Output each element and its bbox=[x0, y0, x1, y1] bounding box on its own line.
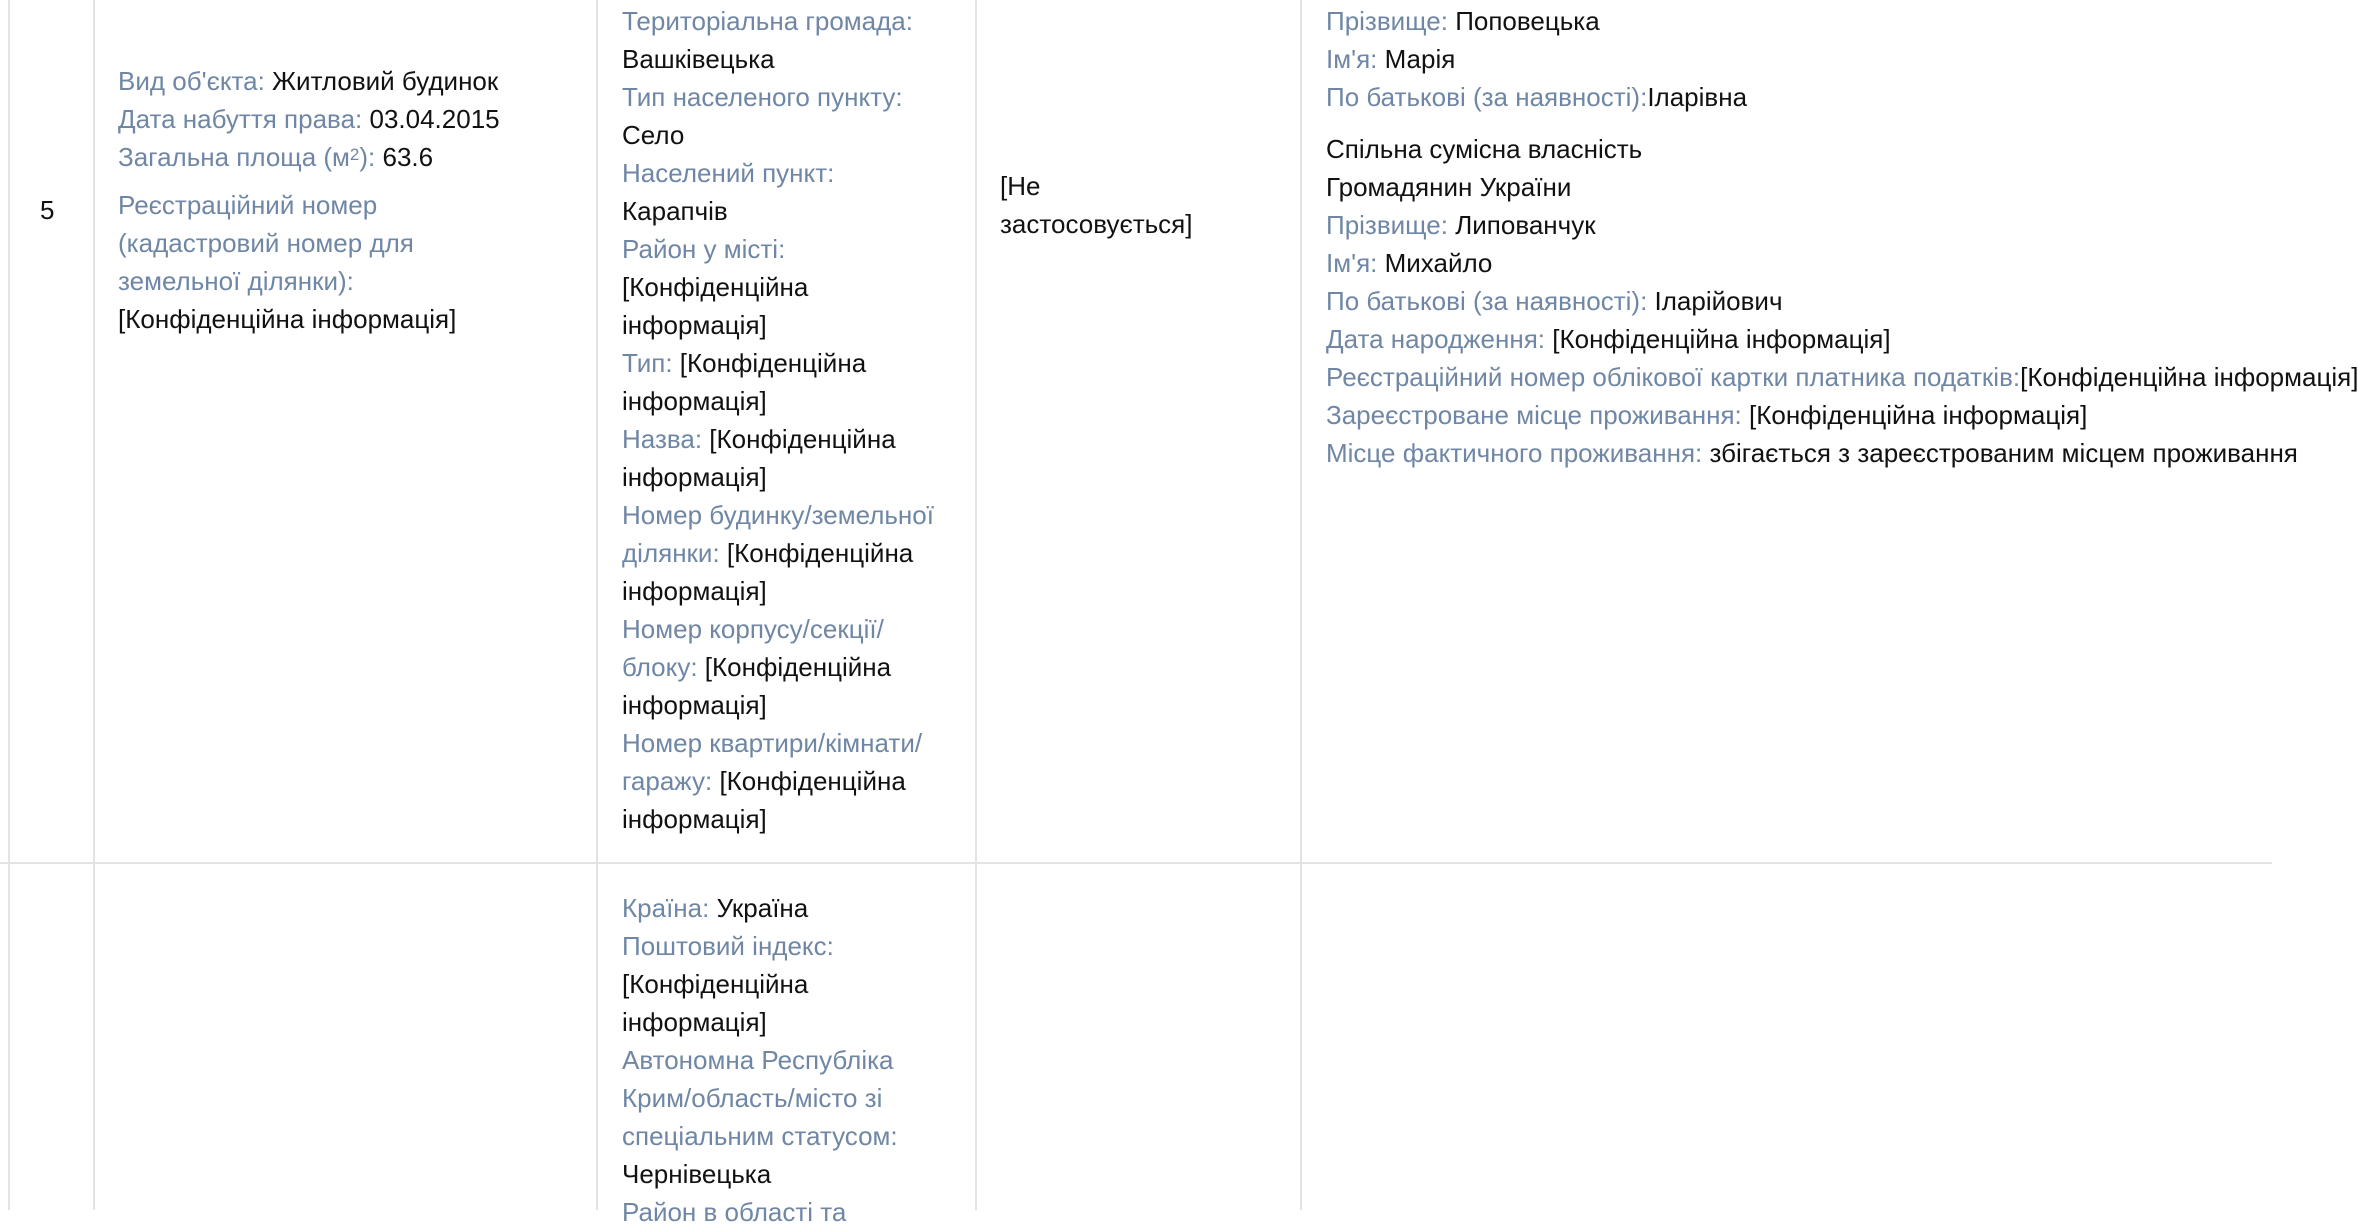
owner2-patronymic-value: Іларійович bbox=[1654, 286, 1783, 316]
street-type-value-1: [Конфіденційна bbox=[679, 348, 867, 378]
settlement-type-value: Село bbox=[622, 120, 685, 150]
owner2-birthdate-label: Дата народження: bbox=[1326, 324, 1553, 354]
city-district-value-1: [Конфіденційна bbox=[622, 272, 809, 302]
apartment-number-label-2: гаражу: bbox=[622, 766, 720, 796]
registration-number-value: [Конфіденційна інформація] bbox=[118, 304, 457, 334]
house-number-value-1: [Конфіденційна bbox=[726, 538, 914, 568]
region-value: Чернівецька bbox=[622, 1159, 772, 1189]
column-divider bbox=[93, 0, 95, 1210]
address-cell-row2 bbox=[622, 889, 972, 1231]
row-divider bbox=[0, 862, 2272, 864]
row-number-value: 5 bbox=[40, 195, 55, 225]
note-line-1: [Не bbox=[1000, 171, 1041, 201]
column-divider bbox=[975, 0, 977, 1210]
object-type-value: Житловий будинок bbox=[272, 66, 499, 96]
community-label: Територіальна громада: bbox=[622, 6, 913, 36]
column-divider bbox=[596, 0, 598, 1210]
owner2-tax-number-value: [Конфіденційна інформація] bbox=[2020, 362, 2358, 392]
house-number-label-1: Номер будинку/земельної bbox=[622, 500, 934, 530]
street-name-label: Назва: bbox=[622, 424, 710, 454]
street-name-value-2: інформація] bbox=[622, 462, 767, 492]
acquisition-date-label: Дата набуття права: bbox=[118, 104, 370, 134]
owners-cell bbox=[1326, 2, 2358, 472]
owner1-name-value: Марія bbox=[1384, 44, 1456, 74]
apartment-number-label-1: Номер квартири/кімнати/ bbox=[622, 728, 923, 758]
postal-code-value-1: [Конфіденційна bbox=[622, 969, 809, 999]
apartment-number-value-2: інформація] bbox=[622, 804, 767, 834]
registration-number-label-1: Реєстраційний номер bbox=[118, 190, 378, 220]
note-cell bbox=[1000, 167, 1290, 243]
total-area-label: Загальна площа $(м^2)$: bbox=[118, 142, 383, 172]
note-line-2: застосовується] bbox=[1000, 209, 1193, 239]
street-type-value-2: інформація] bbox=[622, 386, 767, 416]
owner2-surname-value: Липованчук bbox=[1455, 210, 1596, 240]
owner2-registered-residence-label: Зареєстроване місце проживання: bbox=[1326, 400, 1749, 430]
settlement-type-label: Тип населеного пункту: bbox=[622, 82, 903, 112]
settlement-label: Населений пункт: bbox=[622, 158, 835, 188]
community-value: Вашківецька bbox=[622, 44, 775, 74]
block-number-label-2: блоку: bbox=[622, 652, 705, 682]
owner2-birthdate-value: [Конфіденційна інформація] bbox=[1552, 324, 1891, 354]
house-number-value-2: інформація] bbox=[622, 576, 767, 606]
column-divider bbox=[1300, 0, 1302, 1210]
postal-code-label: Поштовий індекс: bbox=[622, 931, 834, 961]
region-district-label: Район в області та bbox=[622, 1197, 847, 1227]
owner2-actual-residence-value: збігається з зареєстрованим місцем проживання bbox=[1709, 438, 2298, 468]
acquisition-date-value: 03.04.2015 bbox=[369, 104, 500, 134]
owner2-actual-residence-label: Місце фактичного проживання: bbox=[1326, 438, 1710, 468]
block-number-value-1: [Конфіденційна bbox=[704, 652, 892, 682]
owner1-surname-value: Поповецька bbox=[1455, 6, 1600, 36]
owner1-patronymic-label: По батькові (за наявності): bbox=[1326, 82, 1648, 112]
settlement-value: Карапчів bbox=[622, 196, 728, 226]
country-value: Україна bbox=[716, 893, 809, 923]
total-area-value: 63.6 bbox=[382, 142, 434, 172]
object-info-cell bbox=[118, 62, 588, 338]
block-number-value-2: інформація] bbox=[622, 690, 767, 720]
owner1-surname-label: Прізвище: bbox=[1326, 6, 1456, 36]
street-type-label: Тип: bbox=[622, 348, 680, 378]
city-district-value-2: інформація] bbox=[622, 310, 767, 340]
region-label-1: Автономна Республіка bbox=[622, 1045, 894, 1075]
owner2-name-value: Михайло bbox=[1384, 248, 1493, 278]
region-label-3: спеціальним статусом: bbox=[622, 1121, 898, 1151]
owner2-registered-residence-value: [Конфіденційна інформація] bbox=[1748, 400, 2088, 430]
street-name-value-1: [Конфіденційна bbox=[709, 424, 896, 454]
region-label-2: Крим/область/місто зі bbox=[622, 1083, 883, 1113]
column-divider bbox=[8, 0, 10, 1210]
owner2-surname-label: Прізвище: bbox=[1326, 210, 1456, 240]
country-label: Країна: bbox=[622, 893, 717, 923]
owner1-name-label: Ім'я: bbox=[1326, 44, 1385, 74]
postal-code-value-2: інформація] bbox=[622, 1007, 767, 1037]
ownership-type: Спільна сумісна власність bbox=[1326, 134, 1643, 164]
owner2-citizenship: Громадянин України bbox=[1326, 172, 1572, 202]
owner2-tax-number-label: Реєстраційний номер облікової картки платника податків: bbox=[1326, 362, 2021, 392]
registration-number-label-3: земельної ділянки): bbox=[118, 266, 354, 296]
owner1-patronymic-value: Іларівна bbox=[1647, 82, 1748, 112]
block-number-label-1: Номер корпусу/секції/ bbox=[622, 614, 884, 644]
owner2-name-label: Ім'я: bbox=[1326, 248, 1385, 278]
object-type-label: Вид об'єкта: bbox=[118, 66, 273, 96]
row-number bbox=[40, 191, 54, 229]
house-number-label-2: ділянки: bbox=[622, 538, 727, 568]
registration-number-label-2: (кадастровий номер для bbox=[118, 228, 414, 258]
city-district-label: Район у місті: bbox=[622, 234, 786, 264]
address-cell bbox=[622, 2, 972, 838]
apartment-number-value-1: [Конфіденційна bbox=[719, 766, 906, 796]
owner2-patronymic-label: По батькові (за наявності): bbox=[1326, 286, 1655, 316]
